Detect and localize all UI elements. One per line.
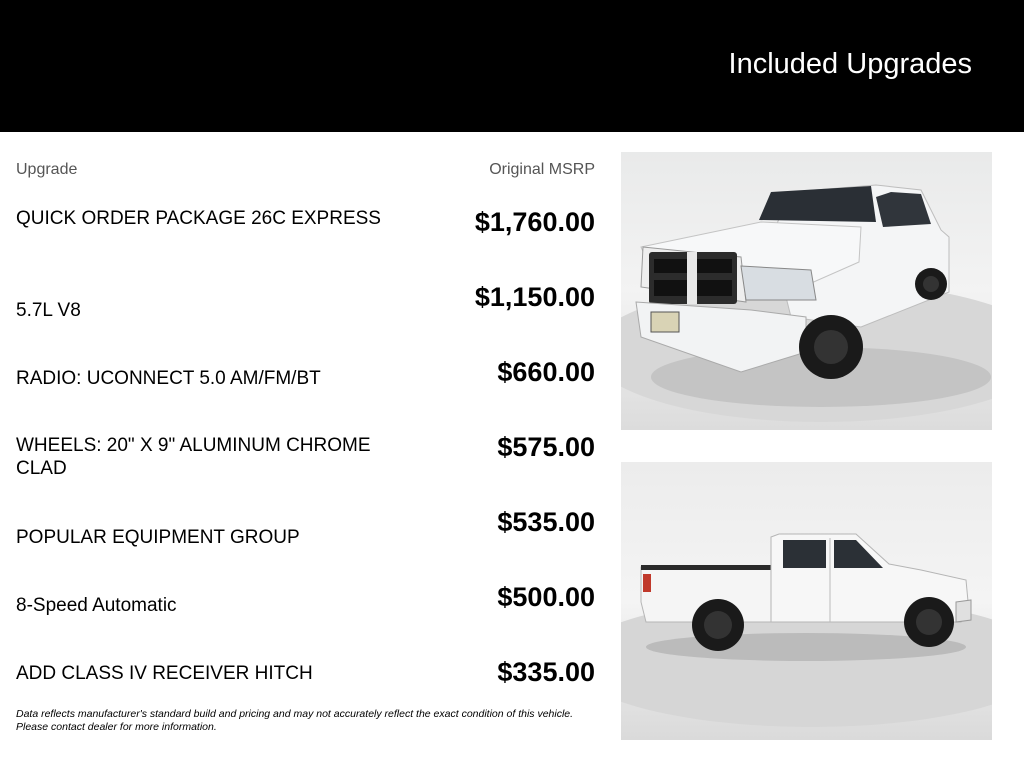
upgrade-price: $535.00 (497, 507, 595, 537)
msrp-column-header: Original MSRP (489, 161, 595, 178)
page-header (0, 0, 1024, 132)
upgrade-price: $335.00 (497, 657, 595, 687)
upgrade-column-header: Upgrade (16, 161, 78, 178)
upgrade-price: $575.00 (497, 432, 595, 462)
upgrade-name: 8-Speed Automatic (16, 595, 177, 616)
upgrade-name: RADIO: UCONNECT 5.0 AM/FM/BT (16, 368, 321, 389)
upgrade-price: $500.00 (497, 582, 595, 612)
upgrade-name: POPULAR EQUIPMENT GROUP (16, 527, 300, 548)
truck-side-photo (621, 462, 992, 740)
upgrade-price: $1,760.00 (474, 207, 595, 237)
upgrade-name: WHEELS: 20" X 9" ALUMINUM CHROME CLAD (16, 435, 371, 479)
disclaimer-text: Data reflects manufacturer's standard build and pricing and may not accurately reflect the exact condition of this vehicle. Please contact dealer for more information. (16, 708, 574, 733)
upgrade-name: 5.7L V8 (16, 300, 81, 321)
upgrade-price: $660.00 (497, 357, 595, 387)
page-title: Included Upgrades (728, 48, 972, 80)
upgrade-price: $1,150.00 (474, 282, 595, 312)
upgrade-name: ADD CLASS IV RECEIVER HITCH (16, 663, 313, 684)
upgrade-name: QUICK ORDER PACKAGE 26C EXPRESS (16, 208, 381, 229)
truck-front-photo (621, 152, 992, 430)
